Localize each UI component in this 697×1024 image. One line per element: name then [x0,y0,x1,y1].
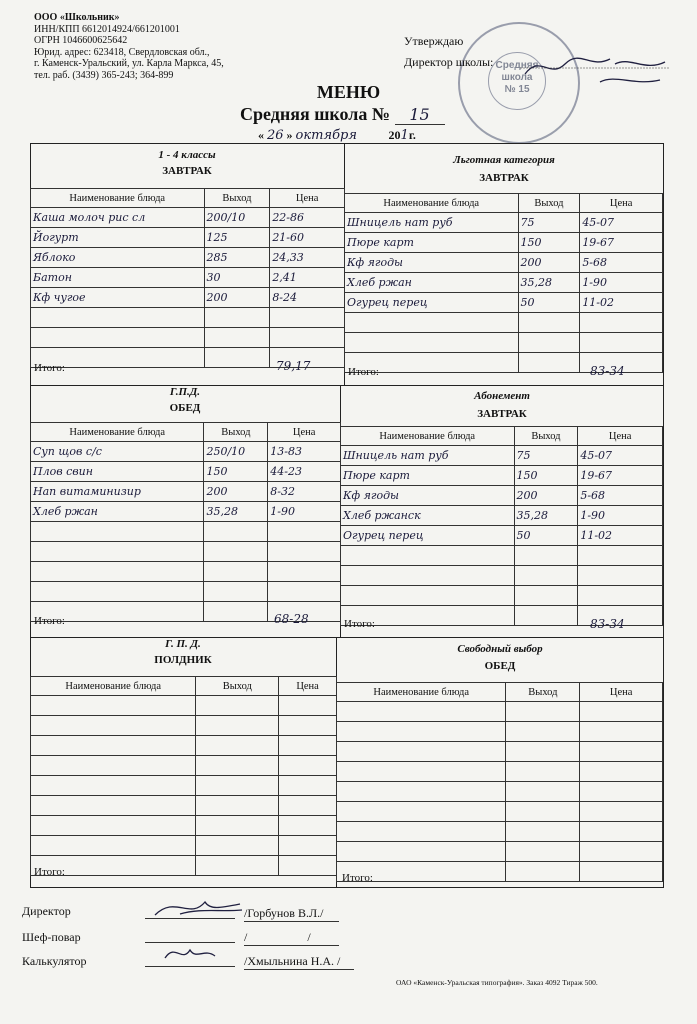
column-header-name: Наименование блюда [31,189,205,208]
cell-out: 200 [204,288,270,308]
cell-price [279,856,337,876]
total-label-s6: Итого: [342,872,373,884]
cell-price [279,796,337,816]
table-row [345,333,663,353]
cell-out [196,796,279,816]
menu-table-s4 [340,426,663,626]
table-row [31,796,337,816]
cell-name: Пюре карт [341,466,515,486]
cell-out [506,742,580,762]
section-title-s1: 1 - 4 классы [158,149,216,161]
cell-name [31,736,196,756]
table-row [337,782,663,802]
cell-out: 200 [204,482,268,502]
table-row [341,466,663,486]
cell-price [270,328,345,348]
section-title-s6: Свободный выбор [457,643,543,655]
cell-price [268,562,341,582]
column-header-out: Выход [506,683,580,702]
cell-out [196,836,279,856]
organization-block [34,12,224,81]
cell-out: 150 [204,462,268,482]
column-header-out: Выход [204,189,270,208]
cell-out [506,782,580,802]
cell-out [518,313,580,333]
total-value-s3: 68-28 [274,612,309,626]
cell-out: 150 [514,466,578,486]
section-meal-s5: ПОЛДНИК [154,654,212,666]
table-row [345,233,663,253]
cell-price [580,782,663,802]
table-row [31,228,345,248]
column-header-price: Цена [268,423,341,442]
cell-price [578,546,663,566]
cell-price: 1-90 [578,506,663,526]
table-row [31,442,341,462]
date-day: 26 [264,128,287,144]
cell-name [337,822,506,842]
cell-price: 8-24 [270,288,345,308]
column-header-price: Цена [580,683,663,702]
cell-name: Хлеб ржан [345,273,519,293]
cell-price: 45-07 [580,213,663,233]
table-row [31,208,345,228]
cell-price [279,696,337,716]
cell-name: Хлеб ржан [31,502,204,522]
total-label-s5: Итого: [34,866,65,878]
cell-name [31,836,196,856]
stamp-line-1: Средняя [495,60,539,71]
cell-out [204,328,270,348]
section-header-s6 [338,643,662,672]
cell-name: Пюре карт [345,233,519,253]
cell-name [31,796,196,816]
cell-price [268,582,341,602]
cell-name [31,562,204,582]
director-label: Директор [22,904,71,918]
cell-price [578,566,663,586]
cell-price: 11-02 [578,526,663,546]
menu-table-s3 [30,422,341,622]
cell-name [341,546,515,566]
cell-out [196,816,279,836]
org-address-2: г. Каменск-Уральский, ул. Карла Маркса, 45, [34,58,224,69]
cell-price: 1-90 [268,502,341,522]
table-header-row [31,423,341,442]
cell-price: 45-07 [578,446,663,466]
total-label-s1: Итого: [34,362,65,374]
cell-name [31,696,196,716]
cell-name: Батон [31,268,205,288]
cell-price [279,816,337,836]
table-row [337,742,663,762]
cell-out [204,582,268,602]
cell-out [204,308,270,328]
cell-out: 35,28 [518,273,580,293]
cell-price [580,762,663,782]
org-name: ООО «Школьник» [34,12,120,23]
table-row [337,762,663,782]
cell-price: 11-02 [580,293,663,313]
cell-name [31,716,196,736]
table-row [31,816,337,836]
cell-price [279,776,337,796]
section-header-s1 [30,149,344,177]
table-header-row [341,427,663,446]
cell-price [578,586,663,606]
table-row [31,542,341,562]
cell-price: 5-68 [580,253,663,273]
cell-price: 21-60 [270,228,345,248]
cell-out [514,566,578,586]
cell-name [341,586,515,606]
cell-price [580,333,663,353]
cell-price [270,308,345,328]
cell-out: 50 [514,526,578,546]
section-header-s5 [30,638,336,666]
table-row [31,696,337,716]
cell-name [31,328,205,348]
table-row [31,716,337,736]
table-row [31,268,345,288]
cell-out [518,333,580,353]
cell-price [580,822,663,842]
table-row [341,526,663,546]
org-address-1: Юрид. адрес: 623418, Свердловская обл., [34,46,210,58]
cell-name: Хлеб ржанск [341,506,515,526]
table-row [31,522,341,542]
cell-out: 250/10 [204,442,268,462]
table-row [31,248,345,268]
section-header-s3 [30,386,340,414]
table-row [31,308,345,328]
cell-out [506,862,580,882]
cell-out [196,856,279,876]
cell-out [506,762,580,782]
cell-name: Нап витаминизир [31,482,204,502]
table-row [31,836,337,856]
section-title-s5: Г. П. Д. [165,638,201,650]
column-header-price: Цена [270,189,345,208]
cell-name: Суп щов с/с [31,442,204,462]
column-header-price: Цена [580,194,663,213]
column-header-out: Выход [518,194,580,213]
cell-out [204,542,268,562]
cell-name [337,802,506,822]
table-row [31,736,337,756]
cell-out: 150 [518,233,580,253]
cell-name [337,842,506,862]
table-row [337,802,663,822]
cell-price: 24,33 [270,248,345,268]
cell-out [204,562,268,582]
cell-name: Кф ягоды [345,253,519,273]
total-label-s4: Итого: [344,618,375,630]
calculator-label: Калькулятор [22,954,87,968]
cell-out [196,776,279,796]
cell-price [580,802,663,822]
table-row [31,856,337,876]
cell-name [345,313,519,333]
table-row [345,273,663,293]
table-row [341,566,663,586]
cell-price: 19-67 [578,466,663,486]
cell-name: Яблоко [31,248,205,268]
cell-out [506,842,580,862]
cell-name [337,762,506,782]
cell-name [31,582,204,602]
table-row [31,482,341,502]
cell-price [268,542,341,562]
table-row [341,446,663,466]
table-row [31,562,341,582]
column-header-price: Цена [578,427,663,446]
column-header-name: Наименование блюда [337,683,506,702]
total-label-s2: Итого: [348,366,379,378]
cell-out [506,822,580,842]
table-row [31,582,341,602]
school-line [240,104,445,125]
cell-name [31,816,196,836]
total-value-s4: 83-34 [590,617,625,631]
cell-out [506,802,580,822]
cell-out [506,702,580,722]
section-header-s2 [346,154,662,184]
table-row [31,776,337,796]
cell-name [31,542,204,562]
table-row [31,462,341,482]
org-phone: тел. раб. (3439) 365-243; 364-899 [34,69,174,81]
cell-price [580,722,663,742]
section-meal-s4: ЗАВТРАК [477,408,527,420]
cell-name [341,566,515,586]
total-value-s2: 83-34 [590,364,625,378]
school-label: Средняя школа № [240,104,390,124]
column-header-out: Выход [514,427,578,446]
cell-price: 19-67 [580,233,663,253]
table-row [337,722,663,742]
menu-table-s6 [336,682,663,882]
cell-out: 285 [204,248,270,268]
table-row [345,213,663,233]
table-row [337,862,663,882]
cell-price: 2,41 [270,268,345,288]
cell-price: 8-32 [268,482,341,502]
cell-out: 200/10 [204,208,270,228]
chef-name: / / [244,930,339,946]
cell-out: 35,28 [514,506,578,526]
table-row [31,328,345,348]
cell-price [580,702,663,722]
date-year-prefix: 20 [388,128,401,142]
cell-price [279,836,337,856]
cell-price [279,736,337,756]
date-month: октября [296,128,386,144]
cell-price [279,716,337,736]
cell-name [337,722,506,742]
cell-out [514,586,578,606]
cell-name [31,308,205,328]
printer-footer: ОАО «Каменск-Уральская типография». Заказ 4092 Тираж 500. [396,978,598,987]
cell-name: Плов свин [31,462,204,482]
school-number: 15 [395,105,445,125]
cell-out: 200 [514,486,578,506]
cell-name: Йогурт [31,228,205,248]
cell-name [31,756,196,776]
cell-name: Огурец перец [345,293,519,313]
section-meal-s1: ЗАВТРАК [162,165,212,177]
cell-name [337,782,506,802]
cell-out: 75 [518,213,580,233]
table-row [341,586,663,606]
cell-price: 1-90 [580,273,663,293]
org-inn: ИНН/КПП 6612014924/661201001 [34,23,180,35]
cell-out [196,716,279,736]
cell-out [514,546,578,566]
section-header-s4 [342,390,662,420]
table-row [337,822,663,842]
cell-name [31,776,196,796]
column-header-name: Наименование блюда [345,194,519,213]
cell-price [580,862,663,882]
cell-price: 44-23 [268,462,341,482]
section-meal-s3: ОБЕД [169,402,201,414]
column-header-name: Наименование блюда [31,677,196,696]
table-row [341,546,663,566]
column-header-name: Наименование блюда [341,427,515,446]
table-header-row [31,189,345,208]
cell-price [268,522,341,542]
section-title-s3: Г.П.Д. [169,386,201,398]
cell-out [506,722,580,742]
cell-price [580,313,663,333]
director-signature [150,890,245,922]
date-suffix: г. [408,128,416,142]
table-header-row [345,194,663,213]
column-header-name: Наименование блюда [31,423,204,442]
cell-out [196,696,279,716]
page-title: МЕНЮ [316,82,381,102]
cell-out [518,353,580,373]
cell-out: 30 [204,268,270,288]
column-header-out: Выход [196,677,279,696]
cell-name [337,702,506,722]
cell-out [196,736,279,756]
cell-out [204,522,268,542]
calculator-name: /Хмыльнина Н.А. / [244,954,354,970]
stamp-line-3: № 15 [504,84,530,95]
table-header-row [31,677,337,696]
cell-price [580,842,663,862]
cell-out: 200 [518,253,580,273]
cell-name [337,742,506,762]
cell-out [204,348,270,368]
section-title-s4: Абонемент [474,390,530,402]
cell-name: Шницель нат руб [345,213,519,233]
cell-out [204,602,268,622]
approve-label: Утверждаю [404,34,464,48]
table-row [337,842,663,862]
section-meal-s6: ОБЕД [484,660,516,672]
table-row [31,756,337,776]
cell-price [279,756,337,776]
table-row [341,486,663,506]
cell-out: 50 [518,293,580,313]
table-header-row [337,683,663,702]
section-meal-s2: ЗАВТРАК [479,172,529,184]
cell-name: Каша молоч рис сл [31,208,205,228]
cell-name: Шницель нат руб [341,446,515,466]
cell-price: 22-86 [270,208,345,228]
table-row [345,293,663,313]
cell-out: 35,28 [204,502,268,522]
stamp-line-2: школа [501,72,533,83]
cell-out: 125 [204,228,270,248]
menu-date: « 26 » октября 201г. [258,128,416,143]
table-row [345,313,663,333]
table-row [345,253,663,273]
table-row [341,506,663,526]
org-ogrn: ОГРН 1046600625642 [34,35,128,46]
table-row [31,502,341,522]
calculator-signature [160,938,220,968]
cell-out: 75 [514,446,578,466]
cell-out [196,756,279,776]
approve-director-label: Директор школы: [404,55,494,69]
date-year-suffix: 1 [400,128,409,143]
table-row [31,288,345,308]
section-title-s2: Льготная категория [453,154,555,166]
total-label-s3: Итого: [34,615,65,627]
cell-price: 13-83 [268,442,341,462]
menu-table-s1 [30,188,345,368]
column-header-out: Выход [204,423,268,442]
cell-price: 5-68 [578,486,663,506]
cell-out [514,606,578,626]
table-row [337,702,663,722]
cell-name [31,522,204,542]
cell-name: Огурец перец [341,526,515,546]
cell-price [580,742,663,762]
menu-table-s5 [30,676,337,876]
total-value-s1: 79,17 [276,359,311,373]
column-header-price: Цена [279,677,337,696]
director-name: /Горбунов В.Л./ [244,906,339,922]
cell-name: Кф чугое [31,288,205,308]
menu-table-s2 [344,193,663,373]
cell-name: Кф ягоды [341,486,515,506]
chef-label: Шеф-повар [22,930,81,944]
cell-name [345,333,519,353]
